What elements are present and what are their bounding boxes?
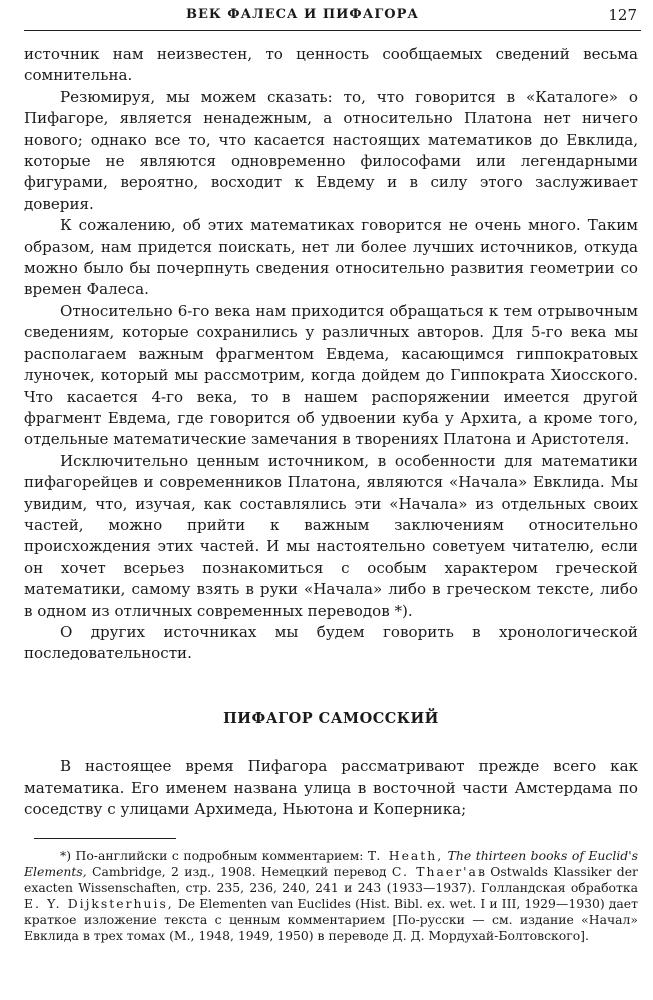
paragraph: К сожалению, об этих математиках говорится не очень много. Таким образом, нам придется поискать, нет ли более лучших источников, откуда можно было бы почерпнуть сведения относительно развития геометрии со времен Фалеса. [24, 216, 638, 299]
footnote-author-thaer: C. Thaer'а [391, 863, 478, 879]
footnote-author-dijksterhuis: E. Y. Dijksterhuis, [24, 895, 174, 911]
page-number: 127 [608, 6, 637, 24]
paragraph-continuation: источник нам неизвестен, то ценность сообщаемых сведений весьма сомнительна. [24, 45, 638, 85]
main-text [24, 44, 638, 820]
running-title: ВЕК ФАЛЕСА И ПИФАГОРА [186, 7, 419, 22]
footnote [24, 848, 638, 943]
section-paragraph: В настоящее время Пифагора рассматривают прежде всего как математика. Его именем названа улица в восточной части Амстердама по соседству с улицами Архимеда, Ньютона и Коперника; [24, 757, 638, 818]
footnote-book-title: The thirteen books of Euclid's Elements, [24, 848, 638, 879]
footnote-text: Cambridge, 2 изд., 1908. Немецкий перевод [92, 863, 387, 879]
footnote-marker: *) [60, 848, 72, 863]
footnote-lead: По-английски с подробным комментарием: [75, 848, 364, 863]
paragraph: Исключительно ценным источником, в особенности для математики пифагорейцев и современников Платона, являются «Начала» Евклида. Мы увидим, что, изучая, как составлялись эти «Начала» из отдельных своих частей, можно прийти к важным заключениям относительно происхождения этих частей. И мы настоятельно советуем читателю, если он хочет всерьез познакомиться с особым характером греческой математики, самому взять в руки «Начала» либо в греческом тексте, либо в одном из отличных современных переводов *). [24, 451, 638, 620]
running-header [24, 4, 641, 31]
section-heading: ПИФАГОР САМОССКИЙ [223, 709, 439, 727]
paragraph: Относительно 6-го века нам приходится обращаться к тем отрывочным сведениям, которые сохранились у различных авторов. Для 5-го века мы располагаем важным фрагментом Евдема, касающимся гиппократовых луночек, который мы рассмотрим, когда дойдем до Гиппократа Хиосского. Что касается 4-го века, то в нашем распоряжении имеется другой фрагмент Евдема, где говорится об удвоении куба у Архита, а кроме того, отдельные математические замечания в творениях Платона и Аристотеля. [24, 301, 638, 449]
paragraph: О других источниках мы будем говорить в хронологической последовательности. [24, 622, 638, 663]
footnote-author-heath: T. Heath, [367, 848, 444, 863]
footnote-text: De Elementen van Euclides (Hist. Bibl. ex. wet. I и III, 1929—1930) дает краткое изложение текста с ценным комментарием [По-русски — см. издание «Начал» Евклида в трех томах (М., 1948, 1949, 1950) в переводе Д. Д. Мордухай-Болтовского]. [24, 895, 638, 943]
footnote-text: в Ostwalds Klassiker der exacten Wissenschaften, стр. 235, 236, 240, 241 и 243 (1933—1937). Голландская обработка [24, 863, 638, 895]
paragraph: Резюмируя, мы можем сказать: то, что говорится в «Каталоге» о Пифагоре, является ненадежным, а относительно Платона нет ничего нового; однако все то, что касается настоящих математиков до Евклида, которые не являются одновременно философами или легендарными фигурами, вероятно, восходит к Евдему и в силу этого заслуживает доверия. [24, 87, 638, 213]
footnote-divider [34, 838, 176, 839]
